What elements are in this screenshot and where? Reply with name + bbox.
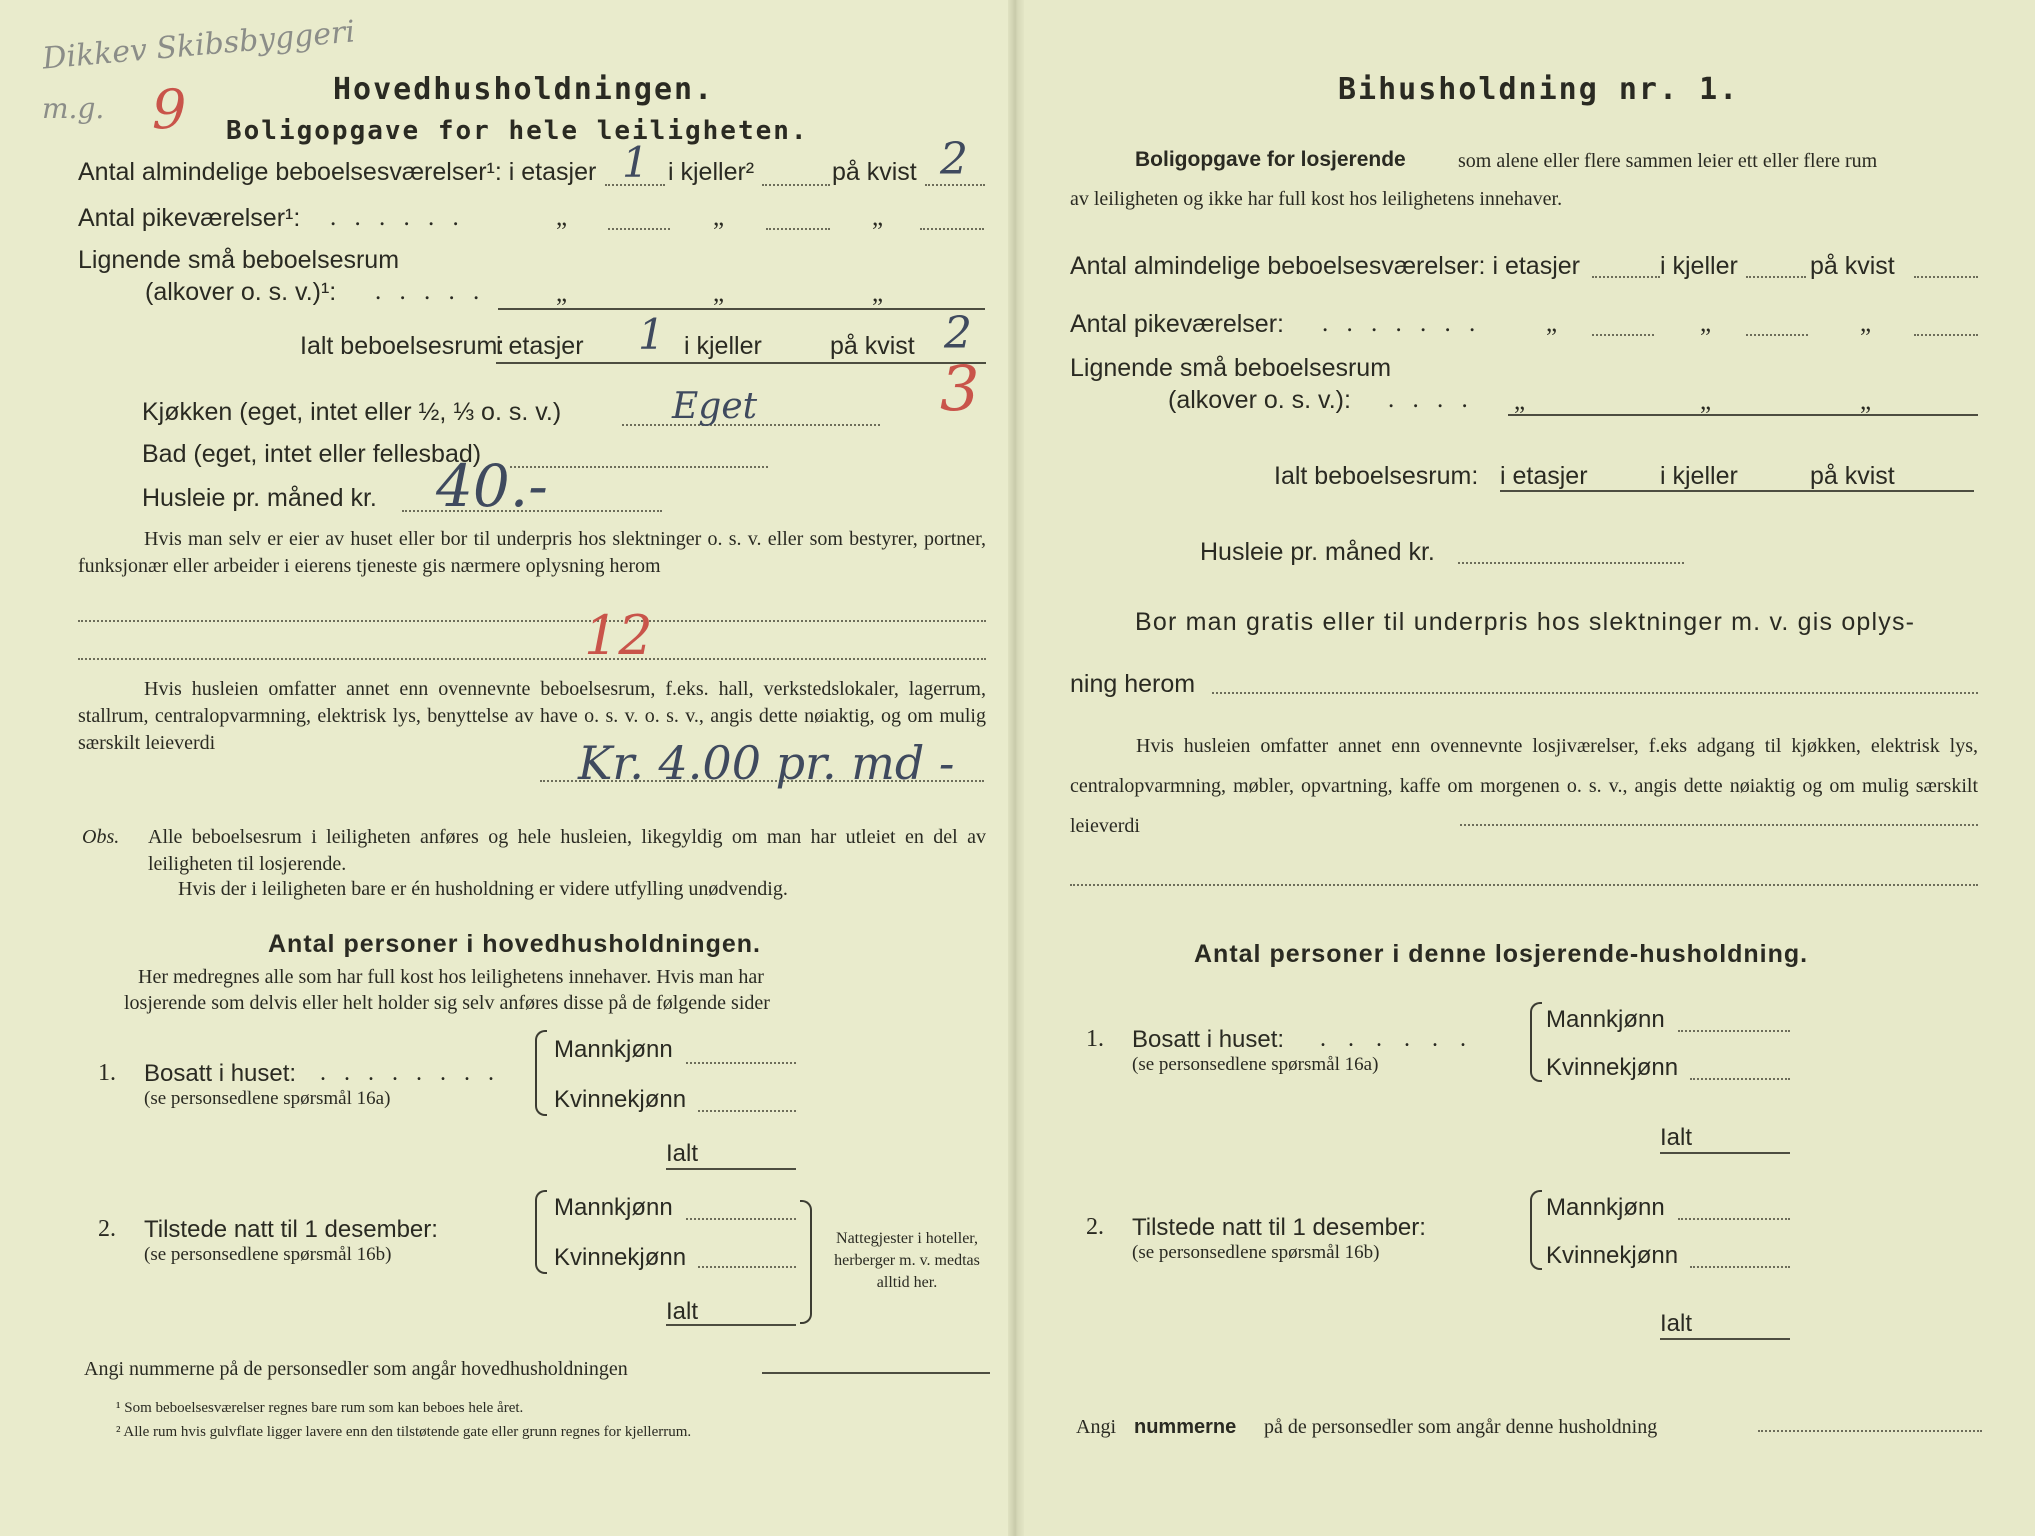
right-ialt-kvist-label: på kvist	[1810, 462, 1895, 490]
right-bosatt-brace	[1530, 1002, 1542, 1082]
row-ialt-label: Ialt beboelsesrum:	[300, 332, 505, 360]
etasjer-value: 1	[622, 138, 649, 187]
right-leieverdi-line-2	[1070, 884, 1978, 886]
right-tilstede-mann-line	[1678, 1218, 1790, 1220]
bosatt-kvinne-line	[698, 1110, 796, 1112]
eier-field-line	[78, 620, 986, 622]
tilstede-mann-line	[686, 1218, 796, 1220]
right-angi-pre: Angi	[1076, 1416, 1116, 1438]
right-lignende-sum-line	[1508, 414, 1978, 416]
bosatt-number: 1.	[98, 1060, 116, 1086]
footnote-1: ¹ Som beboelsesværelser regnes bare rum som kan beboes hele året.	[116, 1400, 524, 1416]
right-row-lignende-sub: (alkover o. s. v.):	[1168, 386, 1351, 414]
pike-ditto-2: „	[713, 204, 725, 231]
right-husleie-line	[1458, 562, 1684, 564]
right-kvist-line	[1914, 276, 1978, 278]
obs-paragraph-2: Hvis der i leiligheten bare er én husholdning er videre utfylling unødvendig.	[178, 878, 788, 900]
nattegjester-note: Nattegjester i hoteller, herberger m. v. medtas alltid her.	[834, 1230, 980, 1291]
eier-field-line-2	[78, 658, 986, 660]
right-kjeller-label: i kjeller	[1660, 252, 1738, 280]
right-tilstede-ialt-label: Ialt	[1660, 1310, 1693, 1337]
tilstede-ialt-line	[666, 1324, 796, 1326]
kvist-value: 2	[940, 134, 968, 185]
ialt-underline	[496, 362, 986, 364]
right-tilstede-kvinne-label: Kvinnekjønn	[1546, 1242, 1679, 1269]
left-title: Hovedhusholdningen.	[333, 72, 715, 107]
right-bosatt-sub: (se personsedlene spørsmål 16a)	[1132, 1054, 1379, 1075]
tilstede-ialt-label: Ialt	[666, 1298, 699, 1325]
right-omfatter-paragraph: Hvis husleien omfatter annet enn ovennevnte losjiværelser, f.eks adgang til kjøkken, elektrisk lys, centralopvarmning, møbler, opvartning, kaffe om morgenen o. s. v., angis dette nøiaktig og om mulig særskilt leieverdi	[1070, 735, 1978, 837]
right-kjeller-line	[1746, 276, 1806, 278]
lignende-sum-line	[498, 308, 985, 310]
right-pike-ditto-2: „	[1700, 310, 1712, 337]
right-pike-dots: . . . . . . .	[1322, 310, 1482, 337]
red-house-number: 9	[152, 78, 187, 141]
right-leieverdi-line	[1460, 824, 1978, 826]
right-bosatt-kvinne-line	[1690, 1078, 1790, 1080]
kjokken-label: Kjøkken (eget, intet eller ½, ⅓ o. s. v.)	[142, 398, 562, 426]
right-tilstede-kvinne-line	[1690, 1266, 1790, 1268]
right-bosatt-label: Bosatt i huset:	[1132, 1026, 1285, 1053]
right-row-lignende-label: Lignende små beboelsesrum	[1070, 354, 1392, 382]
bad-field-line	[510, 466, 768, 468]
tilstede-brace	[535, 1190, 547, 1274]
page-fold	[1008, 0, 1024, 1536]
right-pike-ditto-3: „	[1860, 310, 1872, 337]
right-title: Bihusholdning nr. 1.	[1338, 72, 1740, 107]
right-bosatt-ialt-line	[1660, 1152, 1790, 1154]
right-tilstede-sub: (se personsedlene spørsmål 16b)	[1132, 1242, 1380, 1263]
row-pike-label: Antal pikeværelser¹:	[78, 204, 301, 232]
tilstede-kvinne-line	[698, 1266, 796, 1268]
right-bosatt-ialt-label: Ialt	[1660, 1124, 1693, 1151]
right-ialt-underline	[1500, 490, 1974, 492]
husleie-label: Husleie pr. måned kr.	[142, 484, 377, 512]
right-kvist-label: på kvist	[1810, 252, 1895, 280]
right-tilstede-brace	[1530, 1190, 1542, 1270]
lign-ditto-1: „	[556, 280, 568, 307]
tilstede-number: 2.	[98, 1216, 116, 1242]
right-lign-ditto-2: „	[1700, 388, 1712, 415]
right-tilstede-mann-label: Mannkjønn	[1546, 1194, 1665, 1221]
right-bosatt-mann-line	[1678, 1030, 1790, 1032]
right-bosatt-kvinne-label: Kvinnekjønn	[1546, 1054, 1679, 1081]
kjeller-label: i kjeller²	[668, 158, 755, 186]
pike-line-1	[608, 228, 670, 230]
bad-label: Bad (eget, intet eller fellesbad)	[142, 440, 482, 468]
bosatt-mann-label: Mannkjønn	[554, 1036, 673, 1063]
left-persons-title: Antal personer i hovedhusholdningen.	[268, 930, 761, 958]
tilstede-kvinne-label: Kvinnekjønn	[554, 1244, 687, 1271]
red-total-3: 3	[940, 352, 980, 425]
right-persons-title: Antal personer i denne losjerende-husholdning.	[1194, 940, 1809, 968]
right-tilstede-number: 2.	[1086, 1214, 1104, 1240]
row-lignende-label: Lignende små beboelsesrum	[78, 246, 400, 274]
ialt-kvist-label: på kvist	[830, 332, 915, 360]
right-intro-bold: Boligopgave for losjerende	[1135, 148, 1406, 171]
bosatt-sub: (se personsedlene spørsmål 16a)	[144, 1088, 391, 1109]
right-gratis-line-2: ning herom	[1070, 670, 1196, 698]
right-gratis-field-line	[1212, 692, 1978, 694]
pencil-note-mg: m.g.	[42, 92, 105, 125]
right-lign-ditto-1: „	[1514, 388, 1526, 415]
right-ialt-etasjer-label: i etasjer	[1500, 462, 1588, 490]
right-row-pike-label: Antal pikeværelser:	[1070, 310, 1284, 338]
bosatt-label: Bosatt i huset:	[144, 1060, 297, 1087]
right-pike-line-1	[1592, 334, 1654, 336]
pencil-note-top: Dikkev Skibsbyggeri	[41, 14, 357, 77]
lignende-dots: . . . . .	[375, 278, 486, 305]
kjeller-field-line	[762, 184, 830, 186]
right-angi-line	[1758, 1430, 1982, 1432]
eier-paragraph: Hvis man selv er eier av huset eller bor til underpris hos slektninger o. s. v. eller som bestyrer, portner, funksjonær eller arbeider i eierens tjeneste gis nærmere oplysning herom	[78, 528, 986, 577]
bosatt-ialt-label: Ialt	[666, 1140, 699, 1167]
red-number-12: 12	[584, 604, 653, 667]
right-row-ialt-label: Ialt beboelsesrum:	[1274, 462, 1479, 490]
tilstede-label: Tilstede natt til 1 desember:	[144, 1216, 438, 1243]
left-angi-text: Angi nummerne på de personsedler som angår hovedhusholdningen	[84, 1358, 628, 1380]
right-pike-line-2	[1746, 334, 1808, 336]
pike-ditto-3: „	[872, 204, 884, 231]
lign-ditto-2: „	[713, 280, 725, 307]
right-husleie-label: Husleie pr. måned kr.	[1200, 538, 1435, 566]
ialt-etasjer-label: i etasjer	[496, 332, 584, 360]
pike-dots: . . . . . .	[330, 204, 465, 231]
husleie-value: 40.-	[436, 452, 548, 520]
footnote-2: ² Alle rum hvis gulvflate ligger lavere enn den tilstøtende gate eller grunn regnes for kjellerrum.	[116, 1424, 692, 1440]
right-row-alm-label: Antal almindelige beboelsesværelser: i etasjer	[1070, 252, 1580, 280]
right-bosatt-mann-label: Mannkjønn	[1546, 1006, 1665, 1033]
right-ialt-kjeller-label: i kjeller	[1660, 462, 1738, 490]
persons-note-2: losjerende som delvis eller helt holder sig selv anføres disse på de følgende sider	[124, 992, 770, 1014]
bosatt-kvinne-label: Kvinnekjønn	[554, 1086, 687, 1113]
right-tilstede-ialt-line	[1660, 1338, 1790, 1340]
obs-paragraph: Alle beboelsesrum i leiligheten anføres og hele husleien, likegyldig om man har utleiet en del av leiligheten til losjerende.	[148, 826, 986, 875]
right-pike-line-3	[1914, 334, 1978, 336]
bosatt-brace	[535, 1030, 547, 1116]
right-intro-rest: som alene eller flere sammen leier ett eller flere rum	[1458, 150, 1878, 172]
kvist-label: på kvist	[832, 158, 917, 186]
kjokken-value: Eget	[672, 386, 758, 427]
right-lign-ditto-3: „	[1860, 388, 1872, 415]
right-gratis-line-1: Bor man gratis eller til underpris hos slektninger m. v. gis oplys-	[1135, 608, 1916, 636]
left-subtitle: Boligopgave for hele leiligheten.	[226, 116, 809, 146]
right-bosatt-dots: . . . . . .	[1320, 1026, 1474, 1052]
right-angi-rest: på de personsedler som angår denne husholdning	[1264, 1416, 1658, 1438]
tilstede-mann-label: Mannkjønn	[554, 1194, 673, 1221]
tilstede-sub: (se personsedlene spørsmål 16b)	[144, 1244, 392, 1265]
ialt-kvist-value: 2	[944, 308, 972, 359]
pike-ditto-1: „	[556, 204, 568, 231]
right-intro-line2: av leiligheten og ikke har full kost hos leilighetens innehaver.	[1070, 188, 1563, 210]
bosatt-dots: . . . . . . . .	[320, 1060, 500, 1086]
omfatter-paragraph: Hvis husleien omfatter annet enn ovennevnte beboelsesrum, f.eks. hall, verkstedslokaler, lagerrum, stallrum, centralopvarmning, elektrisk lys, benyttelse av have o. s. v. o. s. v., angis dette nøiaktig, og om mulig særskilt leieverdi	[78, 678, 986, 754]
right-bosatt-number: 1.	[1086, 1026, 1104, 1052]
obs-label: Obs.	[82, 826, 120, 848]
pike-line-2	[766, 228, 830, 230]
right-lignende-dots: . . . .	[1388, 386, 1474, 413]
right-pike-ditto-1: „	[1546, 310, 1558, 337]
ialt-etasjer-value: 1	[638, 310, 665, 359]
bosatt-mann-line	[686, 1062, 796, 1064]
leieverdi-value: Kr. 4.00 pr. md -	[578, 736, 955, 790]
row-lignende-sub: (alkover o. s. v.)¹:	[145, 278, 337, 306]
tilstede-right-brace	[800, 1200, 812, 1324]
right-etasjer-line	[1592, 276, 1660, 278]
pike-line-3	[920, 228, 984, 230]
row-almindelige-label: Antal almindelige beboelsesværelser¹: i etasjer	[78, 158, 597, 186]
left-angi-line	[762, 1372, 990, 1374]
persons-note-1: Her medregnes alle som har full kost hos leilighetens innehaver. Hvis man har	[138, 966, 764, 988]
bosatt-ialt-line	[666, 1168, 796, 1170]
right-tilstede-label: Tilstede natt til 1 desember:	[1132, 1214, 1426, 1241]
lign-ditto-3: „	[872, 280, 884, 307]
ialt-kjeller-label: i kjeller	[684, 332, 762, 360]
right-angi-bold: nummerne	[1134, 1416, 1237, 1438]
